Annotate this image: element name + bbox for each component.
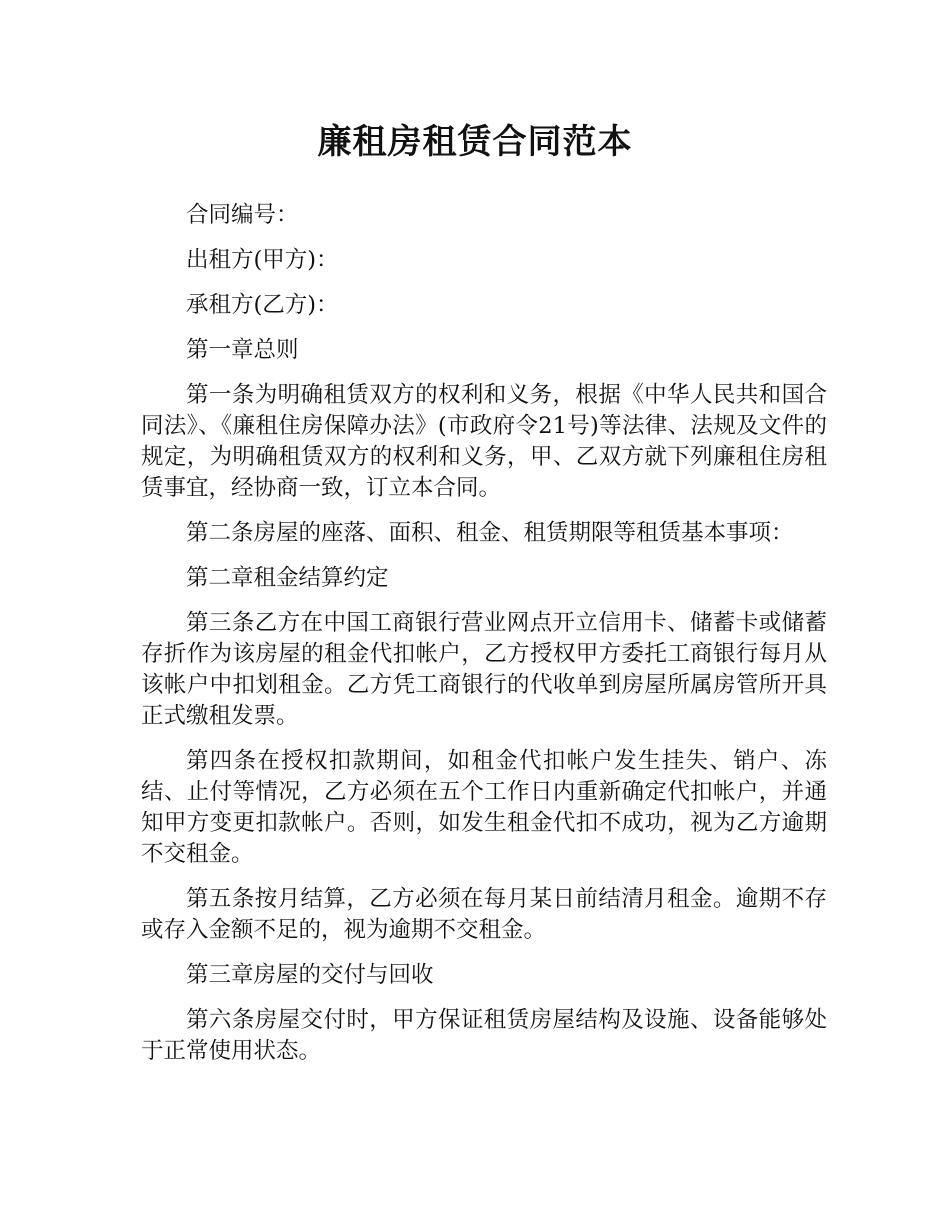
article-paragraph: 第三条乙方在中国工商银行营业网点开立信用卡、储蓄卡或储蓄存折作为该房屋的租金代扣帐户，乙方授权甲方委托工商银行每月从该帐户中扣划租金。乙方凭工商银行的代收单到房屋所属房管所开具正式缴租发票。	[141, 610, 827, 729]
article-paragraph: 第四条在授权扣款期间，如租金代扣帐户发生挂失、销户、冻结、止付等情况，乙方必须在五个工作日内重新确定代扣帐户，并通知甲方变更扣款帐户。否则，如发生租金代扣不成功，视为乙方逾期不交租金。	[141, 748, 827, 867]
lessor-line: 出租方(甲方)：	[186, 247, 339, 273]
article-paragraph: 第一条为明确租赁双方的权利和义务，根据《中华人民共和国合同法》、《廉租住房保障办法》(市政府令21号)等法律、法规及文件的规定，为明确租赁双方的权利和义务，甲、乙双方就下列廉租住房租赁事宜，经协商一致，订立本合同。	[141, 382, 827, 501]
article-paragraph: 第五条按月结算，乙方必须在每月某日前结清月租金。逾期不存或存入金额不足的，视为逾期不交租金。	[141, 886, 827, 943]
document-body	[141, 200, 827, 1081]
article-paragraph: 第二条房屋的座落、面积、租金、租赁期限等租赁基本事项：	[186, 520, 794, 546]
contract-number-line: 合同编号：	[186, 202, 299, 228]
chapter-heading: 第三章房屋的交付与回收	[186, 962, 434, 988]
document-title: 廉租房租赁合同范本	[317, 122, 633, 162]
chapter-heading: 第二章租金结算约定	[186, 565, 389, 591]
lessee-line: 承租方(乙方)：	[186, 292, 339, 318]
chapter-heading: 第一章总则	[186, 337, 299, 363]
article-paragraph: 第六条房屋交付时，甲方保证租赁房屋结构及设施、设备能够处于正常使用状态。	[141, 1007, 827, 1064]
